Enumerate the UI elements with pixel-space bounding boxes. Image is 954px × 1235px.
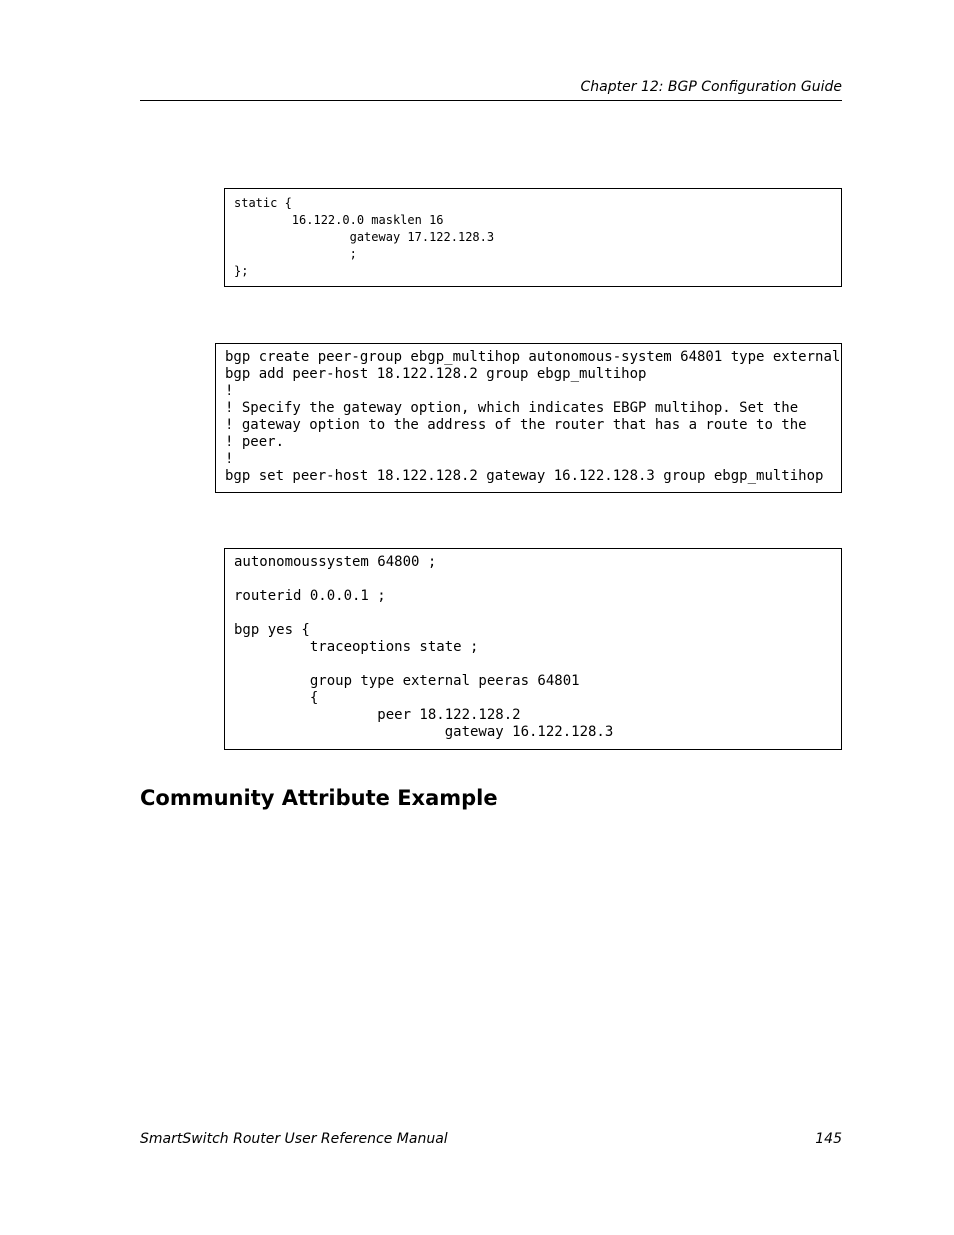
section-heading: Community Attribute Example: [140, 786, 498, 810]
code-block-bgp-commands: bgp create peer-group ebgp_multihop autonomous-system 64801 type external bgp add peer-host 18.122.128.2 group ebgp_multihop ! ! Specify the gateway option, which indicates EBGP multihop. Set the ! gateway option to the address of the router that has a route to the ! peer. ! bgp set peer-host 18.122.128.2 gateway 16.122.128.3 group ebgp_multihop: [215, 343, 842, 493]
running-header: Chapter 12: BGP Configuration Guide: [580, 79, 842, 95]
code-block-gated-config: autonomoussystem 64800 ; routerid 0.0.0.1 ; bgp yes { traceoptions state ; group type external peeras 64801 { peer 18.122.128.2 gateway 16.122.128.3: [224, 548, 842, 750]
header-rule: [140, 100, 842, 101]
footer-manual-title: SmartSwitch Router User Reference Manual: [140, 1131, 448, 1147]
footer-page-number: 145: [815, 1131, 842, 1147]
code-block-static-route: static { 16.122.0.0 masklen 16 gateway 17.122.128.3 ; };: [224, 188, 842, 287]
